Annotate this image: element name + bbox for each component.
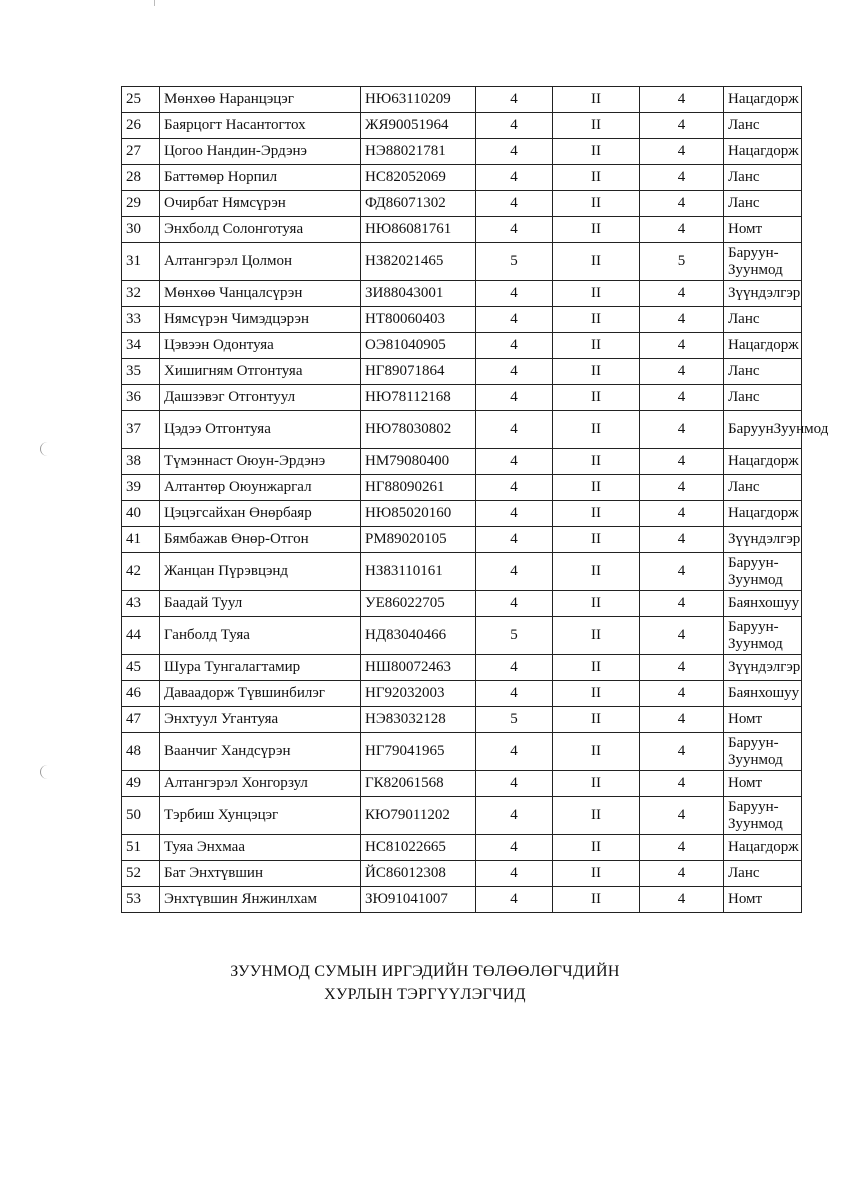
value-a: 4 — [476, 861, 553, 887]
value-a: 4 — [476, 359, 553, 385]
person-name: Мөнхөө Наранцэцэг — [160, 87, 361, 113]
value-b: II — [553, 87, 640, 113]
bag-name: Номт — [724, 217, 802, 243]
value-c: 5 — [640, 243, 724, 281]
value-c: 4 — [640, 475, 724, 501]
registration-id: ЙС86012308 — [361, 861, 476, 887]
value-a: 4 — [476, 797, 553, 835]
person-name: Ганболд Туяа — [160, 617, 361, 655]
value-c: 4 — [640, 591, 724, 617]
bag-name: Номт — [724, 887, 802, 913]
value-b: II — [553, 501, 640, 527]
person-name: Баттөмөр Норпил — [160, 165, 361, 191]
value-b: II — [553, 591, 640, 617]
bag-name: Баруун-Зуунмод — [724, 733, 802, 771]
value-a: 4 — [476, 217, 553, 243]
person-name: Алтангэрэл Цолмон — [160, 243, 361, 281]
row-number: 37 — [122, 411, 160, 449]
registration-id: ФД86071302 — [361, 191, 476, 217]
person-name: Цэдээ Отгонтуяа — [160, 411, 361, 449]
table-row — [122, 591, 802, 617]
row-number: 46 — [122, 681, 160, 707]
table-row — [122, 281, 802, 307]
value-b: II — [553, 771, 640, 797]
bag-name: Нацагдорж — [724, 501, 802, 527]
value-a: 4 — [476, 385, 553, 411]
value-b: II — [553, 333, 640, 359]
person-name: Очирбат Нямсүрэн — [160, 191, 361, 217]
table-row — [122, 771, 802, 797]
registration-id: НМ79080400 — [361, 449, 476, 475]
registration-id: НЮ78112168 — [361, 385, 476, 411]
person-name: Алтантөр Оюунжаргал — [160, 475, 361, 501]
row-number: 42 — [122, 553, 160, 591]
value-a: 4 — [476, 553, 553, 591]
value-b: II — [553, 385, 640, 411]
person-name: Тэрбиш Хунцэцэг — [160, 797, 361, 835]
bag-name: Зүүндэлгэр — [724, 281, 802, 307]
row-number: 47 — [122, 707, 160, 733]
value-b: II — [553, 307, 640, 333]
value-c: 4 — [640, 707, 724, 733]
registration-id: НС82052069 — [361, 165, 476, 191]
value-a: 5 — [476, 243, 553, 281]
value-c: 4 — [640, 333, 724, 359]
value-a: 5 — [476, 617, 553, 655]
bag-name: Баруун-Зуунмод — [724, 243, 802, 281]
value-a: 4 — [476, 527, 553, 553]
roster-body — [122, 87, 829, 913]
registration-id: НЗ82021465 — [361, 243, 476, 281]
row-number: 35 — [122, 359, 160, 385]
person-name: Баадай Туул — [160, 591, 361, 617]
value-b: II — [553, 281, 640, 307]
value-c: 4 — [640, 411, 724, 449]
person-name: Даваадорж Түвшинбилэг — [160, 681, 361, 707]
registration-id: НШ80072463 — [361, 655, 476, 681]
value-c: 4 — [640, 281, 724, 307]
value-c: 4 — [640, 681, 724, 707]
table-row — [122, 835, 802, 861]
table-row — [122, 617, 802, 655]
row-number: 40 — [122, 501, 160, 527]
row-number: 51 — [122, 835, 160, 861]
row-number: 50 — [122, 797, 160, 835]
value-c: 4 — [640, 113, 724, 139]
person-name: Бямбажав Өнөр-Отгон — [160, 527, 361, 553]
bag-name: Номт — [724, 707, 802, 733]
bag-name: Ланс — [724, 359, 802, 385]
table-row — [122, 681, 802, 707]
bag-name: Зүүндэлгэр — [724, 655, 802, 681]
value-b: II — [553, 165, 640, 191]
value-a: 4 — [476, 733, 553, 771]
value-c: 4 — [640, 191, 724, 217]
bag-name: Ланс — [724, 165, 802, 191]
row-number: 30 — [122, 217, 160, 243]
value-c: 4 — [640, 527, 724, 553]
row-number: 29 — [122, 191, 160, 217]
value-c: 4 — [640, 861, 724, 887]
value-b: II — [553, 887, 640, 913]
value-c: 4 — [640, 501, 724, 527]
value-c: 4 — [640, 835, 724, 861]
table-row — [122, 113, 802, 139]
value-b: II — [553, 475, 640, 501]
value-a: 4 — [476, 191, 553, 217]
row-number: 34 — [122, 333, 160, 359]
row-number: 27 — [122, 139, 160, 165]
row-number: 25 — [122, 87, 160, 113]
table-row — [122, 191, 802, 217]
person-name: Түмэннаст Оюун-Эрдэнэ — [160, 449, 361, 475]
value-a: 4 — [476, 307, 553, 333]
value-b: II — [553, 359, 640, 385]
table-row — [122, 411, 802, 449]
footer-line-1: ЗУУНМОД СУМЫН ИРГЭДИЙН ТӨЛӨӨЛӨГЧДИЙН — [230, 963, 620, 980]
value-b: II — [553, 217, 640, 243]
value-b: II — [553, 733, 640, 771]
value-b: II — [553, 681, 640, 707]
registration-id: ЗИ88043001 — [361, 281, 476, 307]
table-row — [122, 655, 802, 681]
registration-id: НТ80060403 — [361, 307, 476, 333]
row-number: 45 — [122, 655, 160, 681]
row-number: 44 — [122, 617, 160, 655]
bag-name: Нацагдорж — [724, 139, 802, 165]
value-b: II — [553, 449, 640, 475]
bag-name: Баянхошуу — [724, 681, 802, 707]
registration-id: НЮ86081761 — [361, 217, 476, 243]
value-c: 4 — [640, 655, 724, 681]
value-c: 4 — [640, 449, 724, 475]
table-row — [122, 475, 802, 501]
row-number: 26 — [122, 113, 160, 139]
table-row — [122, 861, 802, 887]
bag-name: Ланс — [724, 307, 802, 333]
value-b: II — [553, 139, 640, 165]
registration-id: НЮ85020160 — [361, 501, 476, 527]
table-row — [122, 887, 802, 913]
person-name: Хишигням Отгонтуяа — [160, 359, 361, 385]
registration-id: НГ92032003 — [361, 681, 476, 707]
value-c: 4 — [640, 733, 724, 771]
person-name: Цэцэгсайхан Өнөрбаяр — [160, 501, 361, 527]
value-c: 4 — [640, 887, 724, 913]
row-number: 48 — [122, 733, 160, 771]
row-number: 31 — [122, 243, 160, 281]
bag-name: Баруун-Зуунмод — [724, 617, 802, 655]
value-b: II — [553, 835, 640, 861]
bag-name: Нацагдорж — [724, 449, 802, 475]
registration-id: ОЭ81040905 — [361, 333, 476, 359]
signature-block — [0, 960, 850, 1006]
table-row — [122, 217, 802, 243]
table-row — [122, 139, 802, 165]
registration-id: НГ89071864 — [361, 359, 476, 385]
registration-id: НЮ63110209 — [361, 87, 476, 113]
row-number: 36 — [122, 385, 160, 411]
table-row — [122, 87, 802, 113]
value-a: 4 — [476, 887, 553, 913]
table-row — [122, 733, 802, 771]
punch-hole-mark — [40, 442, 55, 456]
bag-name: Баруун-Зуунмод — [724, 553, 802, 591]
value-c: 4 — [640, 87, 724, 113]
row-number: 53 — [122, 887, 160, 913]
person-name: Нямсүрэн Чимэдцэрэн — [160, 307, 361, 333]
row-number: 32 — [122, 281, 160, 307]
value-a: 4 — [476, 475, 553, 501]
registration-id: КЮ79011202 — [361, 797, 476, 835]
value-c: 4 — [640, 385, 724, 411]
value-a: 5 — [476, 707, 553, 733]
bag-name: Нацагдорж — [724, 835, 802, 861]
registration-id: ЗЮ91041007 — [361, 887, 476, 913]
row-number: 41 — [122, 527, 160, 553]
bag-name: Ланс — [724, 861, 802, 887]
value-b: II — [553, 707, 640, 733]
value-c: 4 — [640, 307, 724, 333]
table-row — [122, 165, 802, 191]
bag-name: Ланс — [724, 113, 802, 139]
value-a: 4 — [476, 655, 553, 681]
table-row — [122, 333, 802, 359]
registration-id: НЗ83110161 — [361, 553, 476, 591]
value-a: 4 — [476, 139, 553, 165]
table-row — [122, 707, 802, 733]
table-row — [122, 797, 802, 835]
value-b: II — [553, 113, 640, 139]
person-name: Энхболд Солонготуяа — [160, 217, 361, 243]
bag-name: Баруун-Зуунмод — [724, 797, 802, 835]
table-row — [122, 243, 802, 281]
person-name: Энхтүвшин Янжинлхам — [160, 887, 361, 913]
value-c: 4 — [640, 165, 724, 191]
table-row — [122, 449, 802, 475]
person-name: Энхтуул Угантуяа — [160, 707, 361, 733]
value-b: II — [553, 411, 640, 449]
person-name: Туяа Энхмаа — [160, 835, 361, 861]
bag-name: Номт — [724, 771, 802, 797]
person-name: Ваанчиг Хандсүрэн — [160, 733, 361, 771]
value-c: 4 — [640, 217, 724, 243]
punch-hole-mark — [40, 765, 55, 779]
row-number: 52 — [122, 861, 160, 887]
value-a: 4 — [476, 333, 553, 359]
value-a: 4 — [476, 771, 553, 797]
registration-id: НГ79041965 — [361, 733, 476, 771]
footer-line-2: ХУРЛЫН ТЭРГҮҮЛЭГЧИД — [324, 986, 526, 1003]
value-c: 4 — [640, 359, 724, 385]
table-row — [122, 359, 802, 385]
bag-name: Баянхошуу — [724, 591, 802, 617]
value-b: II — [553, 617, 640, 655]
registration-id: НС81022665 — [361, 835, 476, 861]
scan-tick — [154, 0, 155, 6]
bag-name: Зүүндэлгэр — [724, 527, 802, 553]
value-a: 4 — [476, 281, 553, 307]
person-name: Баярцогт Насантогтох — [160, 113, 361, 139]
value-c: 4 — [640, 771, 724, 797]
person-name: Мөнхөө Чанцалсүрэн — [160, 281, 361, 307]
row-number: 38 — [122, 449, 160, 475]
registration-id: НГ88090261 — [361, 475, 476, 501]
value-c: 4 — [640, 797, 724, 835]
person-name: Дашзэвэг Отгонтуул — [160, 385, 361, 411]
bag-name: БаруунЗуунмод — [724, 411, 802, 449]
roster-table — [121, 86, 829, 913]
value-a: 4 — [476, 165, 553, 191]
value-c: 4 — [640, 139, 724, 165]
table-row — [122, 385, 802, 411]
registration-id: УЕ86022705 — [361, 591, 476, 617]
value-b: II — [553, 655, 640, 681]
value-a: 4 — [476, 87, 553, 113]
value-a: 4 — [476, 591, 553, 617]
person-name: Алтангэрэл Хонгорзул — [160, 771, 361, 797]
person-name: Цэвээн Одонтуяа — [160, 333, 361, 359]
table-row — [122, 501, 802, 527]
value-a: 4 — [476, 835, 553, 861]
bag-name: Ланс — [724, 475, 802, 501]
registration-id: НЭ88021781 — [361, 139, 476, 165]
person-name: Жанцан Пүрэвцэнд — [160, 553, 361, 591]
bag-name: Ланс — [724, 385, 802, 411]
row-number: 28 — [122, 165, 160, 191]
person-name: Шура Тунгалагтамир — [160, 655, 361, 681]
person-name: Цогоо Нандин-Эрдэнэ — [160, 139, 361, 165]
registration-id: РМ89020105 — [361, 527, 476, 553]
registration-id: НД83040466 — [361, 617, 476, 655]
value-a: 4 — [476, 501, 553, 527]
registration-id: НЭ83032128 — [361, 707, 476, 733]
value-b: II — [553, 553, 640, 591]
value-b: II — [553, 797, 640, 835]
value-c: 4 — [640, 617, 724, 655]
row-number: 39 — [122, 475, 160, 501]
value-b: II — [553, 861, 640, 887]
registration-id: НЮ78030802 — [361, 411, 476, 449]
registration-id: ГК82061568 — [361, 771, 476, 797]
value-a: 4 — [476, 113, 553, 139]
value-c: 4 — [640, 553, 724, 591]
value-b: II — [553, 527, 640, 553]
registration-id: ЖЯ90051964 — [361, 113, 476, 139]
value-a: 4 — [476, 449, 553, 475]
row-number: 43 — [122, 591, 160, 617]
value-b: II — [553, 243, 640, 281]
bag-name: Ланс — [724, 191, 802, 217]
bag-name: Нацагдорж — [724, 333, 802, 359]
bag-name: Нацагдорж — [724, 87, 802, 113]
value-b: II — [553, 191, 640, 217]
person-name: Бат Энхтүвшин — [160, 861, 361, 887]
table-row — [122, 527, 802, 553]
table-row — [122, 307, 802, 333]
value-a: 4 — [476, 411, 553, 449]
row-number: 33 — [122, 307, 160, 333]
table-row — [122, 553, 802, 591]
value-a: 4 — [476, 681, 553, 707]
row-number: 49 — [122, 771, 160, 797]
